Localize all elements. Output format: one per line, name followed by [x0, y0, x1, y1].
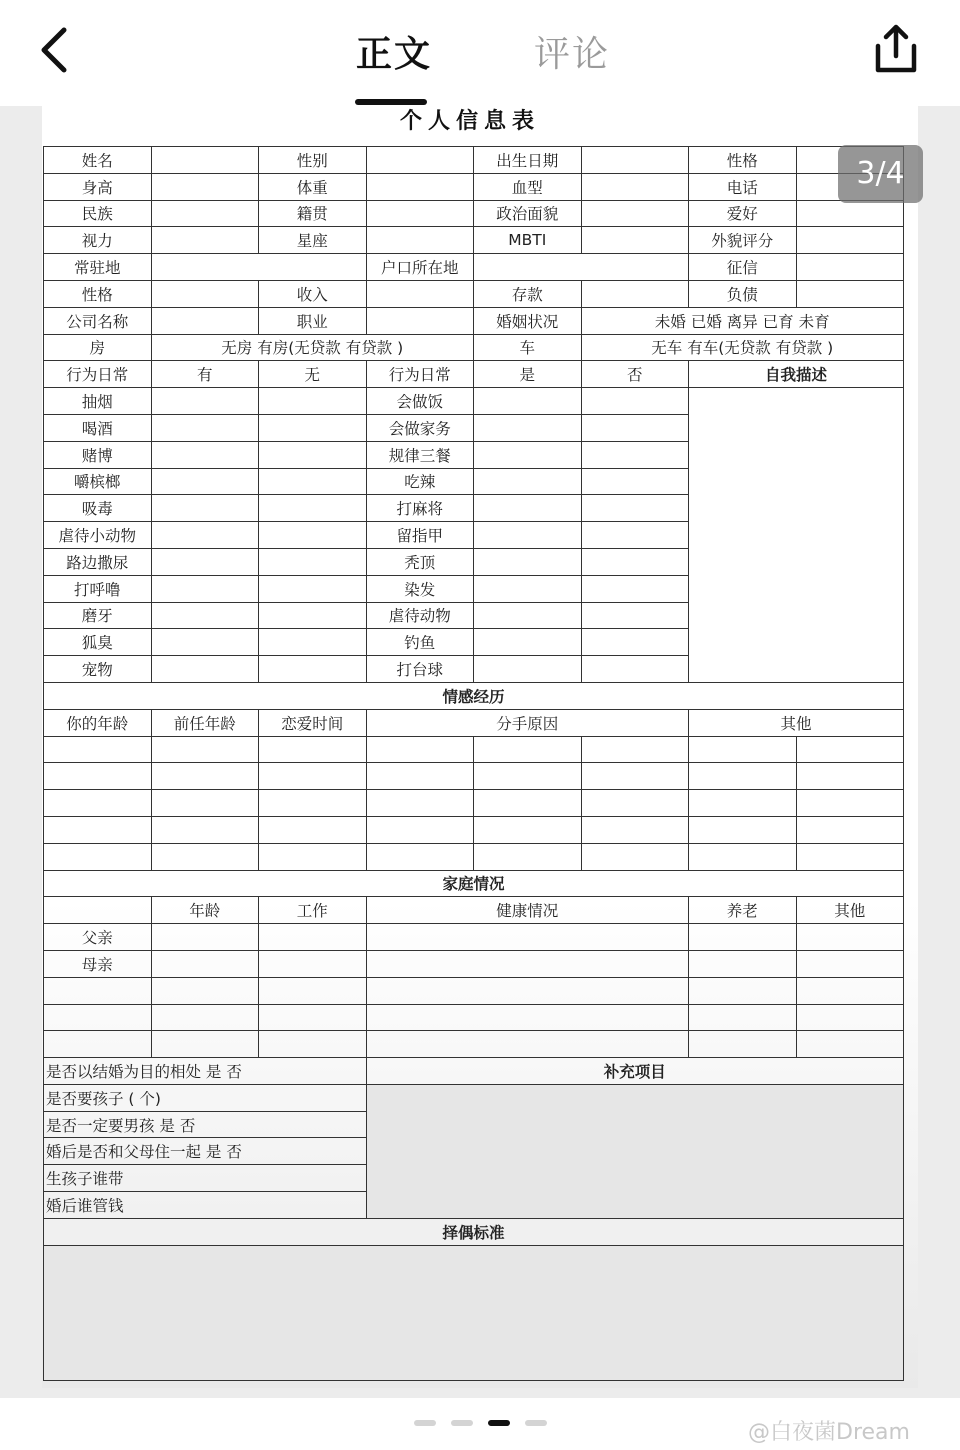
behavior-item: 吸毒: [44, 495, 152, 522]
pager-dot-active[interactable]: [488, 1420, 510, 1426]
blank-cell: [796, 950, 904, 977]
table-row: [44, 227, 904, 254]
pager-dot[interactable]: [525, 1420, 547, 1426]
check-cell: [474, 522, 582, 549]
section-title-family: 家庭情况: [44, 870, 904, 897]
blank-cell: [474, 843, 582, 870]
check-cell: [474, 575, 582, 602]
field-label: 电话: [689, 173, 797, 200]
behavior-item: 染发: [366, 575, 474, 602]
blank-cell: [474, 816, 582, 843]
blank-cell: [366, 1004, 689, 1031]
field-label: 常驻地: [44, 254, 152, 281]
table-row: [44, 1058, 904, 1085]
field-label: 房: [44, 334, 152, 361]
blank-cell: [796, 843, 904, 870]
table-row: [44, 763, 904, 790]
field-value: [581, 147, 689, 174]
table-row: [44, 790, 904, 817]
blank-cell: [151, 790, 259, 817]
column-header: 无: [259, 361, 367, 388]
field-label: 籍贯: [259, 200, 367, 227]
marriage-question: 婚后是否和父母住一起 是 否: [44, 1138, 367, 1165]
blank-cell: [689, 924, 797, 951]
table-row: [44, 897, 904, 924]
field-value: [796, 254, 904, 281]
marriage-question: 生孩子谁带: [44, 1165, 367, 1192]
column-header: 你的年龄: [44, 709, 152, 736]
column-header: 其他: [796, 897, 904, 924]
behavior-item: 赌博: [44, 441, 152, 468]
blank-cell: [796, 736, 904, 763]
blank-cell: [366, 977, 689, 1004]
blank-cell: [689, 816, 797, 843]
tab-comments[interactable]: 评论: [534, 34, 611, 75]
check-cell: [581, 495, 689, 522]
behavior-item: 虐待动物: [366, 602, 474, 629]
check-cell: [581, 602, 689, 629]
page-counter: 3/4: [838, 145, 923, 203]
field-label: 公司名称: [44, 307, 152, 334]
check-cell: [474, 468, 582, 495]
table-row: [44, 682, 904, 709]
column-header: 其他: [689, 709, 904, 736]
column-header: 分手原因: [366, 709, 689, 736]
blank-cell: [151, 736, 259, 763]
field-label: 出生日期: [474, 147, 582, 174]
field-value: [151, 307, 259, 334]
blank-cell: [366, 816, 474, 843]
blank-cell: [259, 1004, 367, 1031]
check-cell: [474, 495, 582, 522]
check-cell: [259, 602, 367, 629]
field-value: [474, 254, 689, 281]
behavior-item: 嚼槟榔: [44, 468, 152, 495]
field-label: 民族: [44, 200, 152, 227]
blank-cell: [44, 1031, 152, 1058]
field-value: [796, 280, 904, 307]
marriage-question: 是否一定要男孩 是 否: [44, 1111, 367, 1138]
column-header: 前任年龄: [151, 709, 259, 736]
blank-cell: [796, 790, 904, 817]
check-cell: [474, 414, 582, 441]
check-cell: [259, 629, 367, 656]
blank-cell: [259, 950, 367, 977]
behavior-item: 会做家务: [366, 414, 474, 441]
field-value: [366, 173, 474, 200]
blank-cell: [689, 977, 797, 1004]
family-member: 母亲: [44, 950, 152, 977]
field-label: 性格: [44, 280, 152, 307]
column-header: 养老: [689, 897, 797, 924]
table-row: [44, 1218, 904, 1245]
blank-cell: [366, 1031, 689, 1058]
chevron-left-icon[interactable]: [30, 22, 82, 78]
behavior-item: 会做饭: [366, 388, 474, 415]
blank-cell: [259, 843, 367, 870]
behavior-item: 打呼噜: [44, 575, 152, 602]
blank-cell: [796, 1004, 904, 1031]
table-row: [44, 1245, 904, 1380]
field-label: 政治面貌: [474, 200, 582, 227]
check-cell: [474, 602, 582, 629]
field-label: 外貌评分: [689, 227, 797, 254]
table-row: [44, 870, 904, 897]
check-cell: [151, 441, 259, 468]
blank-cell: [689, 950, 797, 977]
blank-cell: [151, 816, 259, 843]
blank-cell: [366, 790, 474, 817]
check-cell: [581, 441, 689, 468]
blank-cell: [259, 763, 367, 790]
check-cell: [259, 575, 367, 602]
blank-cell: [796, 977, 904, 1004]
pager-dot[interactable]: [451, 1420, 473, 1426]
field-value: [796, 227, 904, 254]
check-cell: [259, 656, 367, 683]
column-header: 是: [474, 361, 582, 388]
behavior-item: 留指甲: [366, 522, 474, 549]
table-row: [44, 924, 904, 951]
check-cell: [581, 548, 689, 575]
blank-cell: [796, 1031, 904, 1058]
check-cell: [259, 388, 367, 415]
check-cell: [581, 629, 689, 656]
table-row: [44, 334, 904, 361]
field-value: [366, 280, 474, 307]
blank-cell: [44, 977, 152, 1004]
check-cell: [581, 656, 689, 683]
field-label: 星座: [259, 227, 367, 254]
check-cell: [151, 468, 259, 495]
blank-cell: [581, 816, 689, 843]
field-value: [366, 307, 474, 334]
table-row: [44, 816, 904, 843]
column-header: 行为日常: [44, 361, 152, 388]
behavior-item: 规律三餐: [366, 441, 474, 468]
blank-cell: [366, 763, 474, 790]
check-cell: [151, 575, 259, 602]
blank-cell: [796, 924, 904, 951]
table-row: [44, 1031, 904, 1058]
supplementary-header: 补充项目: [366, 1058, 904, 1085]
behavior-item: 秃顶: [366, 548, 474, 575]
self-description-box: [689, 388, 904, 683]
column-header: 否: [581, 361, 689, 388]
check-cell: [151, 388, 259, 415]
table-row: [44, 147, 904, 174]
table-row: [44, 254, 904, 281]
blank-cell: [44, 763, 152, 790]
blank-cell: [259, 1031, 367, 1058]
field-label: 负债: [689, 280, 797, 307]
check-cell: [151, 522, 259, 549]
table-row: [44, 307, 904, 334]
check-cell: [151, 495, 259, 522]
field-label: 职业: [259, 307, 367, 334]
table-row: [44, 843, 904, 870]
field-label: 婚姻状况: [474, 307, 582, 334]
table-row: [44, 200, 904, 227]
blank-cell: [44, 843, 152, 870]
table-row: [44, 977, 904, 1004]
field-value: [581, 227, 689, 254]
check-cell: [151, 548, 259, 575]
field-value: [151, 280, 259, 307]
field-label: 血型: [474, 173, 582, 200]
blank-cell: [44, 736, 152, 763]
blank-cell: [689, 1031, 797, 1058]
blank-cell: [259, 977, 367, 1004]
field-label: 体重: [259, 173, 367, 200]
blank-cell: [581, 736, 689, 763]
check-cell: [474, 548, 582, 575]
field-value: [581, 173, 689, 200]
behavior-item: 打麻将: [366, 495, 474, 522]
blank-cell: [259, 816, 367, 843]
check-cell: [474, 656, 582, 683]
blank-cell: [581, 763, 689, 790]
blank-cell: [796, 763, 904, 790]
check-cell: [474, 388, 582, 415]
blank-cell: [581, 790, 689, 817]
field-label: 存款: [474, 280, 582, 307]
check-cell: [259, 522, 367, 549]
marriage-question: 婚后谁管钱: [44, 1192, 367, 1219]
behavior-item: 磨牙: [44, 602, 152, 629]
field-value: [581, 200, 689, 227]
watermark: @白夜菌Dream: [748, 1420, 910, 1445]
check-cell: [259, 548, 367, 575]
table-row: [44, 736, 904, 763]
self-description-header: 自我描述: [689, 361, 904, 388]
table-row: [44, 361, 904, 388]
blank-cell: [151, 1004, 259, 1031]
table-row: [44, 173, 904, 200]
field-value: [366, 227, 474, 254]
field-value: [151, 173, 259, 200]
field-label: 姓名: [44, 147, 152, 174]
blank-cell: [151, 977, 259, 1004]
document-title: 个人信息表: [399, 109, 540, 134]
check-cell: [151, 629, 259, 656]
field-value: [151, 147, 259, 174]
field-label: MBTI: [474, 227, 582, 254]
blank-cell: [151, 843, 259, 870]
table-row: [44, 1004, 904, 1031]
blank-cell: [366, 736, 474, 763]
table-row: [44, 1084, 904, 1111]
field-label: 车: [474, 334, 582, 361]
blank-cell: [366, 950, 689, 977]
blank-cell: [44, 897, 152, 924]
check-cell: [581, 414, 689, 441]
field-value: [796, 200, 904, 227]
blank-cell: [44, 816, 152, 843]
pager-dot[interactable]: [414, 1420, 436, 1426]
field-label: 性格: [689, 147, 797, 174]
blank-cell: [151, 1031, 259, 1058]
check-cell: [581, 388, 689, 415]
behavior-item: 虐待小动物: [44, 522, 152, 549]
blank-cell: [474, 736, 582, 763]
check-cell: [581, 468, 689, 495]
check-cell: [474, 441, 582, 468]
field-label: 爱好: [689, 200, 797, 227]
check-cell: [581, 522, 689, 549]
field-value: [366, 147, 474, 174]
table-row: [44, 388, 904, 415]
check-cell: [151, 656, 259, 683]
behavior-item: 路边撒尿: [44, 548, 152, 575]
blank-cell: [689, 736, 797, 763]
behavior-item: 狐臭: [44, 629, 152, 656]
field-label: 身高: [44, 173, 152, 200]
behavior-item: 喝酒: [44, 414, 152, 441]
check-cell: [581, 575, 689, 602]
check-cell: [151, 602, 259, 629]
behavior-item: 抽烟: [44, 388, 152, 415]
check-cell: [474, 629, 582, 656]
blank-cell: [689, 843, 797, 870]
behavior-item: 打台球: [366, 656, 474, 683]
check-cell: [151, 414, 259, 441]
blank-cell: [151, 763, 259, 790]
field-label: 性别: [259, 147, 367, 174]
column-header: 恋爱时间: [259, 709, 367, 736]
blank-cell: [474, 790, 582, 817]
supplementary-box: [366, 1084, 904, 1218]
field-value: [151, 200, 259, 227]
partner-criteria-box: [44, 1245, 904, 1380]
table-row: [44, 280, 904, 307]
field-label: 户口所在地: [366, 254, 474, 281]
top-navigation-bar: [0, 0, 960, 106]
personal-info-form: [43, 146, 904, 1381]
field-value: [581, 280, 689, 307]
blank-cell: [44, 1004, 152, 1031]
car-options: 无车 有车(无贷款 有贷款 ): [581, 334, 904, 361]
marriage-question: 是否要孩子 ( 个): [44, 1084, 367, 1111]
field-value: [366, 200, 474, 227]
check-cell: [259, 414, 367, 441]
share-upload-icon[interactable]: [868, 22, 924, 78]
behavior-item: 吃辣: [366, 468, 474, 495]
table-row: [44, 709, 904, 736]
blank-cell: [366, 924, 689, 951]
field-label: 收入: [259, 280, 367, 307]
house-options: 无房 有房(无贷款 有贷款 ): [151, 334, 474, 361]
blank-cell: [689, 790, 797, 817]
marital-options: 未婚 已婚 离异 已育 未育: [581, 307, 904, 334]
blank-cell: [581, 843, 689, 870]
blank-cell: [474, 763, 582, 790]
table-row: [44, 950, 904, 977]
section-title-relationship: 情感经历: [44, 682, 904, 709]
field-value: [151, 254, 366, 281]
column-header: 工作: [259, 897, 367, 924]
blank-cell: [366, 843, 474, 870]
check-cell: [259, 441, 367, 468]
blank-cell: [796, 816, 904, 843]
column-header: 健康情况: [366, 897, 689, 924]
column-header: 有: [151, 361, 259, 388]
check-cell: [259, 468, 367, 495]
blank-cell: [689, 1004, 797, 1031]
blank-cell: [259, 790, 367, 817]
behavior-item: 宠物: [44, 656, 152, 683]
partner-criteria-header: 择偶标准: [44, 1218, 904, 1245]
behavior-item: 钓鱼: [366, 629, 474, 656]
marriage-question: 是否以结婚为目的相处 是 否: [44, 1058, 367, 1085]
field-label: 征信: [689, 254, 797, 281]
check-cell: [259, 495, 367, 522]
family-member: 父亲: [44, 924, 152, 951]
blank-cell: [151, 950, 259, 977]
field-label: 视力: [44, 227, 152, 254]
blank-cell: [689, 763, 797, 790]
blank-cell: [259, 924, 367, 951]
blank-cell: [44, 790, 152, 817]
column-header: 年龄: [151, 897, 259, 924]
blank-cell: [259, 736, 367, 763]
blank-cell: [151, 924, 259, 951]
tab-body[interactable]: 正文: [356, 34, 433, 75]
field-value: [151, 227, 259, 254]
column-header: 行为日常: [366, 361, 474, 388]
